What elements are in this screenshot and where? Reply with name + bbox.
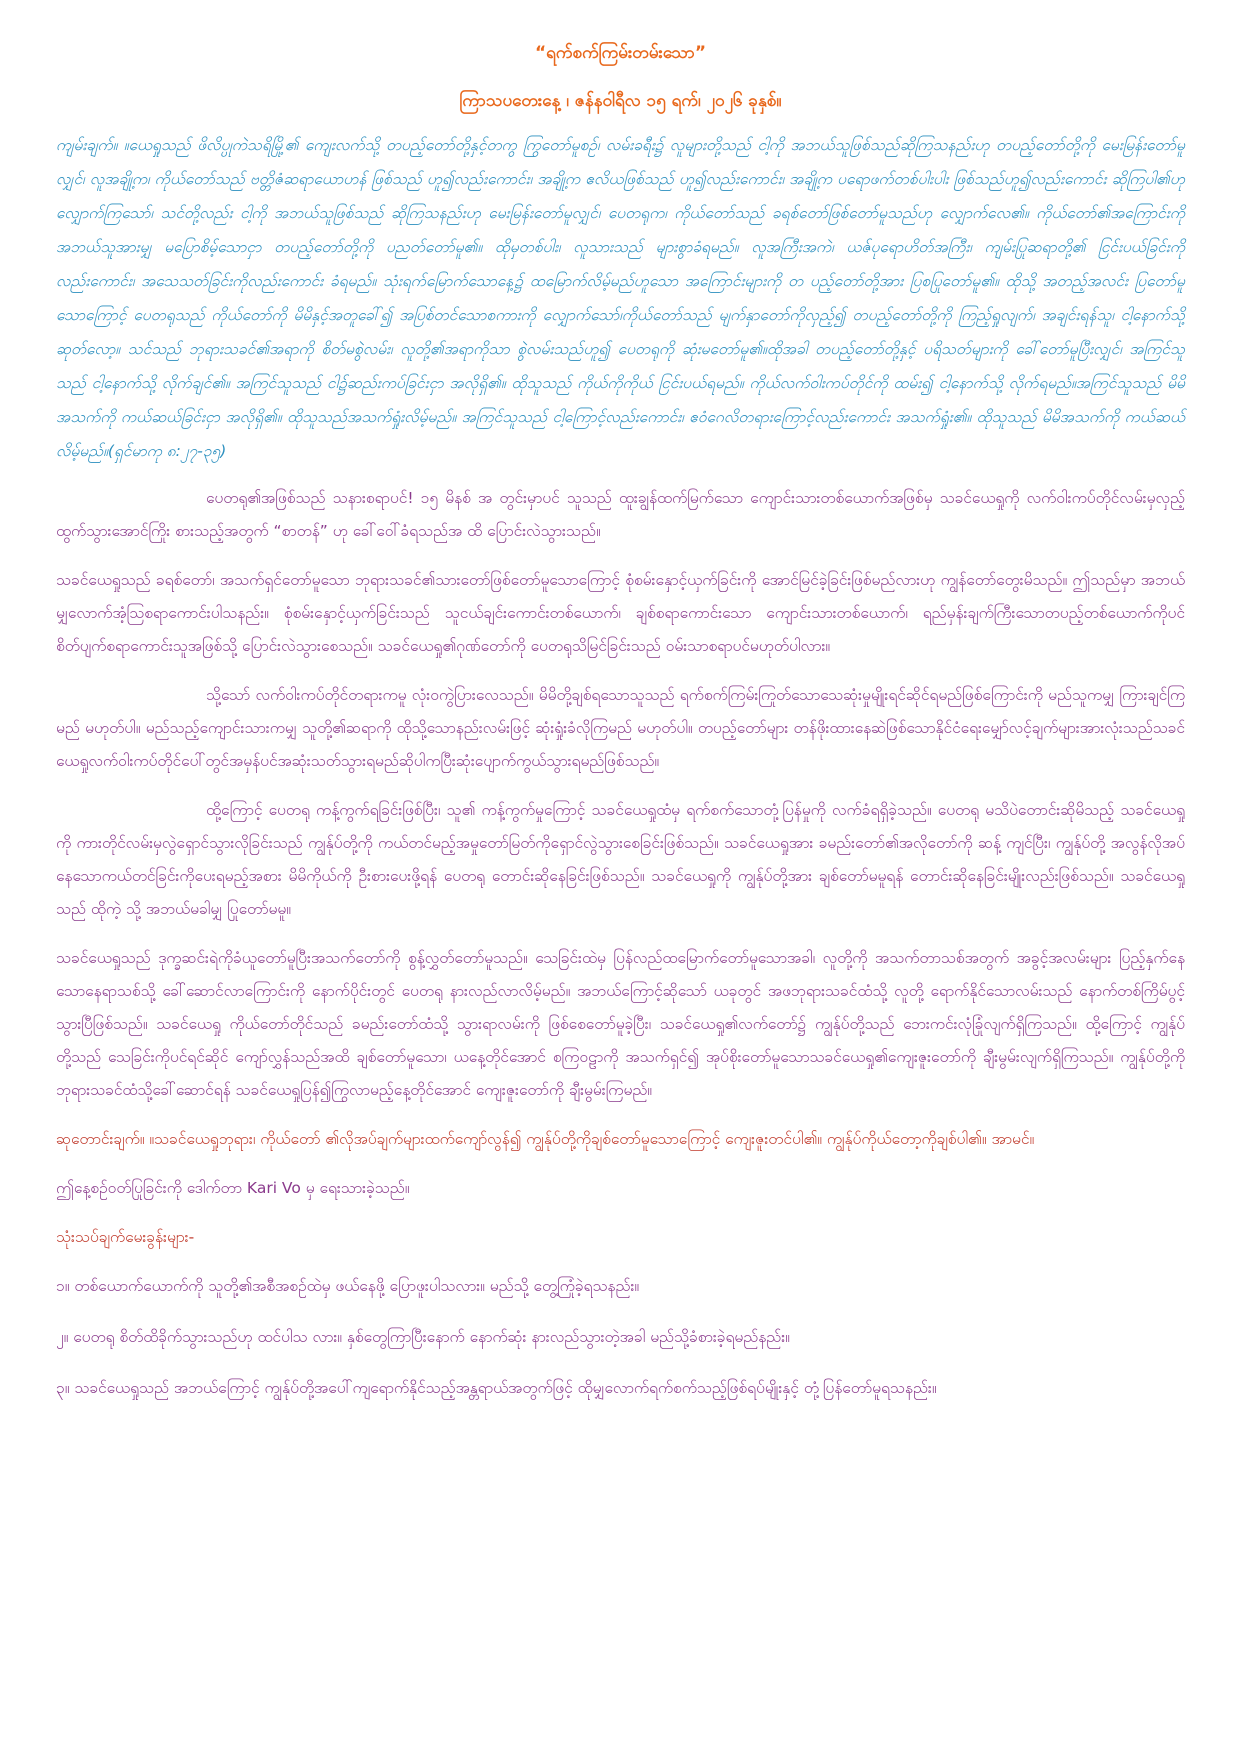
prayer: ဆုတောင်းချက်။ ။သခင်ယေရှုဘုရား၊ ကိုယ်တော် ၏လိုအပ်ချက်များထက်ကျော်လွန်၍ ကျွန်ုပ်တို့ကိုချစ်တော်မူသောကြောင့် ကျေးဇူးတင်ပါ၏။ ကျွန်ုပ်ကိုယ်တော့ကိုချစ်ပါ၏။ အာမင်။: [56, 1130, 1035, 1148]
body-paragraph: သခင်ယေရှုသည် ဒုက္ခဆင်းရဲကိုခံယူတော်မူပြီးအသက်တော်ကို စွန့်လွှတ်တော်မူသည်။ သေခြင်းထဲမှ ပြန်လည်ထမြောက်တော်မူသောအခါ၊ လူတို့ကို အသက်တာသစ်အတွက် အခွင့်အလမ်းများ ပြည့်နှက်နေသောနေရာသစ်သို့ ခေါ်ဆောင်လာကြောင်းကို နောက်ပိုင်းတွင် ပေတရု နားလည်လာလိမ့်မည်။ အဘယ်ကြောင့်ဆိုသော် ယခုတွင် အဖဘုရားသခင်ထံသို့ လူတို့ ရောက်နိုင်သောလမ်းသည် နောက်တစ်ကြိမ်ပွင့်သွားပြီဖြစ်သည်။ သခင်ယေရှု ကိုယ်တော်တိုင်သည် ခမည်းတော်ထံသို့ သွားရာလမ်းကို ဖြစ်စေတော်မူခဲ့ပြီး၊ သခင်ယေရှု၏လက်တော်၌ ကျွန်ုပ်တို့သည် ဘေးကင်းလုံခြုံလျက်ရှိကြသည်။ ထို့ကြောင့် ကျွန်ုပ်တို့သည် သေခြင်းကိုပင်ရင်ဆိုင် ကျော်လွှန်သည်အထိ ချစ်တော်မူသော၊ ယနေ့တိုင်အောင် စကြဝဠာကို အသက်ရှင်၍ အုပ်စိုးတော်မူသောသခင်ယေရှု၏ကျေးဇူးတော်ကို ချီးမွမ်းလျက်ရှိကြသည်။ ကျွန်ုပ်တို့ကို ဘုရားသခင်ထံသို့ခေါ်ဆောင်ရန် သခင်ယေရှုပြန်၍ကြွလာမည့်နေ့တိုင်အောင် ကျေးဇူးတော်ကို ချီးမွမ်းကြမည်။: [56, 949, 1185, 1099]
scripture-passage: ကျမ်းချက်။ ။ယေရှုသည် ဖိလိပ္ပုကဲသရိမြို့၏ ကျေးလက်သို့ တပည့်တော်တို့နှင့်တကွ ကြွတော်မူစဉ်၊ လမ်းခရီး၌ လူများတို့သည် ငါ့ကို အဘယ်သူဖြစ်သည်ဆိုကြသနည်းဟု တပည့်တော်တို့ကို မေးမြန်းတော်မူလျှင်၊ လူအချို့က၊ ကိုယ်တော်သည် ဗတ္တိဇံဆရာယောဟန် ဖြစ်သည် ဟူ၍လည်းကောင်း၊ အချို့က ဧလိယဖြစ်သည် ဟူ၍လည်းကောင်း၊ အချို့က ပရောဖက်တစ်ပါးပါး ဖြစ်သည်ဟူ၍လည်းကောင်း ဆိုကြပါ၏ဟု လျှောက်ကြသော်၊ သင်တို့လည်း ငါ့ကို အဘယ်သူဖြစ်သည် ဆိုကြသနည်းဟု မေးမြန်းတော်မူလျှင်၊ ပေတရုက၊ ကိုယ်တော်သည် ခရစ်တော်ဖြစ်တော်မူသည်ဟု လျှောက်လေ၏။ ကိုယ်တော်၏အကြောင်းကို အဘယ်သူအားမျှ မပြောစိမ့်သောငှာ တပည့်တော်တို့ကို ပညတ်တော်မူ၏။ ထိုမှတစ်ပါး၊ လူသားသည် များစွာခံရမည်။ လူအကြီးအကဲ၊ ယဇ်ပုရောဟိတ်အကြီး၊ ကျမ်းပြုဆရာတို့၏ ငြင်းပယ်ခြင်းကိုလည်းကောင်း၊ အသေသတ်ခြင်းကိုလည်းကောင်း ခံရမည်။ သုံးရက်မြောက်သောနေ့၌ ထမြောက်လိမ့်မည်ဟူသော အကြောင်းများကို တ ပည့်တော်တို့အား ပြစပြုတော်မူ၏။ ထိုသို့ အတည့်အလင်း ပြတော်မူသောကြောင့် ပေတရုသည် ကိုယ်တော်ကို မိမိနှင့်အတူခေါ်၍ အပြစ်တင်သောစကားကို လျှောက်သော်၊ကိုယ်တော်သည် မျက်နှာတော်ကိုလှည့်၍ တပည့်တော်တို့ကို ကြည့်ရှုလျက်၊ အချင်းရန်သူ၊ ငါ့နောက်သို့ ဆုတ်လော့။ သင်သည် ဘုရားသခင်၏အရာကို စိတ်မစွဲလမ်း၊ လူတို့၏အရာကိုသာ စွဲလမ်းသည်ဟူ၍ ပေတရုကို ဆုံးမတော်မူ၏။ထိုအခါ တပည့်တော်တို့နှင့် ပရိသတ်များကို ခေါ်တော်မူပြီးလျှင်၊ အကြင်သူသည် ငါ့နောက်သို့ လိုက်ချင်၏။ အကြင်သူသည် ငါ၌ဆည်းကပ်ခြင်းငှာ အလိုရှိ၏။ ထိုသူသည် ကိုယ်ကိုကိုယ် ငြင်းပယ်ရမည်။ ကိုယ်လက်ဝါးကပ်တိုင်ကို ထမ်း၍ ငါ့နောက်သို့ လိုက်ရမည်။အကြင်သူသည် မိမိအသက်ကို ကယ်ဆယ်ခြင်းငှာ အလိုရှိ၏။ ထိုသူသည်အသက်ရှုံးလိမ့်မည်။ အကြင်သူသည် ငါ့ကြောင့်လည်းကောင်း၊ ဧဝံဂေလိတရားကြောင့်လည်းကောင်း အသက်ရှုံး၏။ ထိုသူသည် မိမိအသက်ကို ကယ်ဆယ်လိမ့်မည်။(ရှင်မာကု ၈:၂၇-၃၅): [56, 136, 1185, 460]
reflection-question: ၃။ သခင်ယေရှုသည် အဘယ်ကြောင့် ကျွန်ုပ်တို့အပေါ်ကျရောက်နိုင်သည့်အန္တရာယ်အတွက်ဖြင့် ထိုမျှလောက်ရက်စက်သည့်ဖြစ်ရပ်မျိုးနှင့် တုံ့ပြန်တော်မူရသနည်း။: [56, 1379, 937, 1397]
reflection-question: ၁။ တစ်ယောက်ယောက်ကို သူတို့၏အစီအစဉ်ထဲမှ ဖယ်နေဖို့ ပြောဖူးပါသလား။ မည်သို့ တွေ့ကြုံခဲ့ရသနည်း။: [56, 1277, 640, 1295]
questions-heading: သုံးသပ်ချက်မေးခွန်းများ-: [56, 1228, 195, 1246]
reflection-question: ၂။ ပေတရု စိတ်ထိခိုက်သွားသည်ဟု ထင်ပါသ လား။ နှစ်တွေကြာပြီးနောက် နောက်ဆုံး နားလည်သွားတဲ့အခါ မည်သို့ခံစားခဲ့ရမည်နည်း။: [56, 1328, 790, 1346]
author-credit: ဤနေ့စဉ်ဝတ်ပြုခြင်းကို ဒေါက်တာ Kari Vo မှ ရေးသားခဲ့သည်။: [56, 1179, 410, 1197]
body-paragraph: ထို့ကြောင့် ပေတရု ကန့်ကွက်ရခြင်းဖြစ်ပြီး၊ သူ၏ ကန့်ကွက်မှုကြောင့် သခင်ယေရှုထံမှ ရက်စက်သောတုံ့ပြန်မှုကို လက်ခံရရှိခဲ့သည်။ ပေတရု မသိပဲတောင်းဆိုမိသည့် သခင်ယေရှုကို ကားတိုင်လမ်းမှလွဲရှောင်သွားလိုခြင်းသည် ကျွန်ုပ်တို့ကို ကယ်တင်မည့်အမှုတော်မြတ်ကိုရှောင်လွဲသွားစေခြင်းဖြစ်သည်။ သခင်ယေရှုအား ခမည်းတော်၏အလိုတော်ကို ဆန့် ကျင်ပြီး၊ ကျွန်ုပ်တို့ အလွန်လိုအပ်နေသောကယ်တင်ခြင်းကိုပေးရမည့်အစား မိမိကိုယ်ကို ဦးစားပေးဖို့ရန် ပေတရု တောင်းဆိုနေခြင်းဖြစ်သည်။ သခင်ယေရှုကို ကျွန်ုပ်တို့အား ချစ်တော်မမူရန် တောင်းဆိုနေခြင်းမျိုးလည်းဖြစ်သည်။ သခင်ယေရှုသည် ထိုကဲ့ သို့ အဘယ်မခါမျှ ပြုတော်မမူ။: [56, 801, 1185, 918]
body-paragraph: သခင်ယေရှုသည် ခရစ်တော်၊ အသက်ရှင်တော်မူသော ဘုရားသခင်၏သားတော်ဖြစ်တော်မူသောကြောင့် စုံစမ်းနှောင့်ယှက်ခြင်းကို အောင်မြင်ခဲ့ခြင်းဖြစ်မည်လားဟု ကျွန်တော်တွေးမိသည်။ ဤသည်မှာ အဘယ်မျှလောက်အံ့သြစရာကောင်းပါသနည်း။ စုံစမ်းနှောင့်ယှက်ခြင်းသည် သူငယ်ချင်းကောင်းတစ်ယောက်၊ ချစ်စရာကောင်းသော ကျောင်းသားတစ်ယောက်၊ ရည်မှန်းချက်ကြီးသောတပည့်တစ်ယောက်ကိုပင် စိတ်ပျက်စရာကောင်းသူအဖြစ်သို့ ပြောင်းလဲသွားစေသည်။ သခင်ယေရှု၏ဂုဏ်တော်ကို ပေတရုသိမြင်ခြင်းသည် ဝမ်းသာစရာပင်မဟုတ်ပါလား။: [56, 571, 1185, 655]
body-paragraph: ပေတရု၏အဖြစ်သည် သနားစရာပင်! ၁၅ မိနစ် အ တွင်းမှာပင် သူသည် ထူးချွန်ထက်မြက်သော ကျောင်းသားတစ်ယောက်အဖြစ်မှ သခင်ယေရှုကို လက်ဝါးကပ်တိုင်လမ်းမှလှည့်ထွက်သွားအောင်ကြိုး စားသည့်အတွက် “စာတန်” ဟု ခေါ်ဝေါ်ခံရသည်အ ထိ ပြောင်းလဲသွားသည်။: [56, 489, 1185, 540]
page-title: “ရက်စက်ကြမ်းတမ်းသော”: [534, 43, 707, 63]
body-paragraph: သို့သော် လက်ဝါးကပ်တိုင်တရားကမူ လုံးဝကွဲပြားလေသည်။ မိမိတို့ချစ်ရသောသူသည် ရက်စက်ကြမ်းကြုတ်သောသေဆုံးမှုမျိုးရင်ဆိုင်ရမည်ဖြစ်ကြောင်းကို မည်သူကမျှ ကြားချင်ကြမည် မဟုတ်ပါ။ မည်သည့်ကျောင်းသားကမျှ သူတို့၏ဆရာကို ထိုသို့သောနည်းလမ်းဖြင့် ဆုံးရှုံးခံလိုကြမည် မဟုတ်ပါ။ တပည့်တော်များ တန်ဖိုးထားနေဆဲဖြစ်သောနိုင်ငံရေးမျှော်လင့်ချက်များအားလုံးသည်သခင်ယေရှုလက်ဝါးကပ်တိုင်ပေါ်တွင်အမှန်ပင်အဆုံးသတ်သွားရမည်ဆိုပါကပြီးဆုံးပျောက်ကွယ်သွားရမည်ဖြစ်သည်။: [56, 686, 1185, 770]
date-line: ကြာသပတေးနေ့ ၊ ဇန်နဝါရီလ ၁၅ ရက်၊ ၂၀၂၆ ခုနှစ်။: [459, 91, 782, 111]
